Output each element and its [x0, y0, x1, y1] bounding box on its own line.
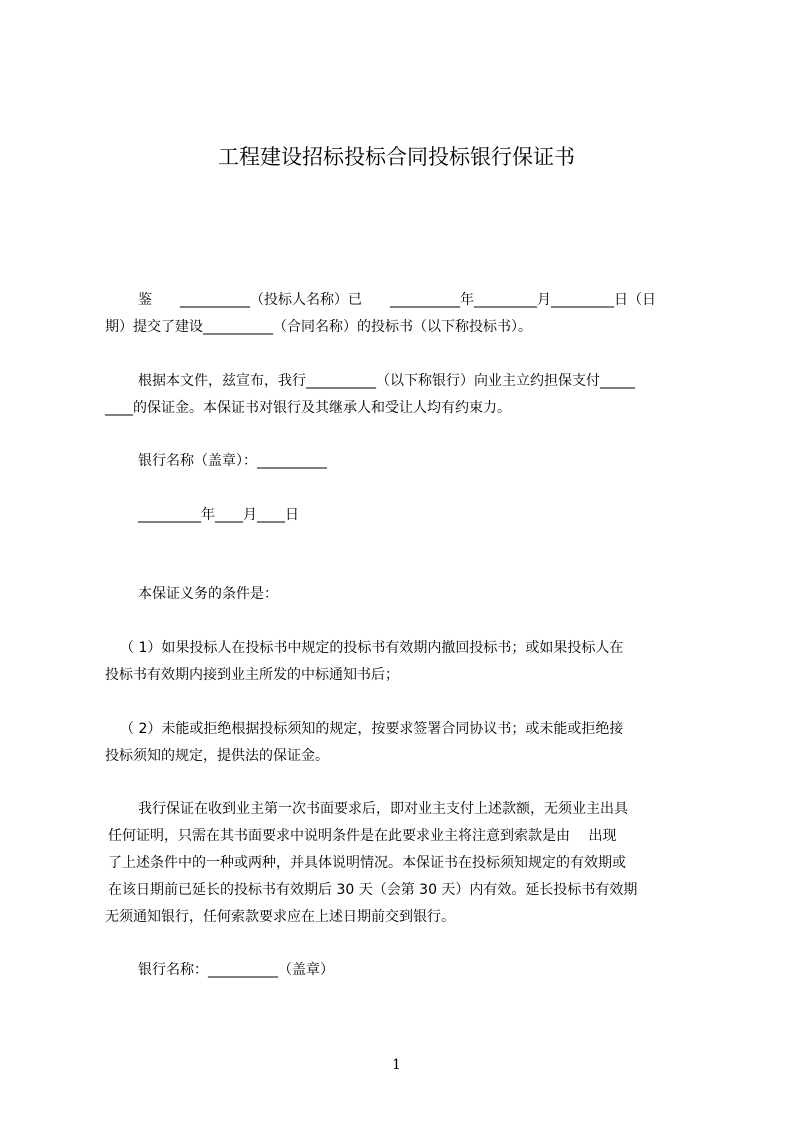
bank-seal-line: 银行名称（盖章）：__________: [138, 453, 327, 469]
conditions-intro: 本保证义务的条件是：: [138, 586, 278, 602]
guarantee-line4: 在该日期前已延长的投标书有效期后 30 天（会第 30 天）内有效。延长投标书有效期: [108, 882, 638, 898]
condition1-line1: （ 1）如果投标人在投标书中规定的投标书有效期内撤回投标书；或如果投标人在: [120, 640, 624, 656]
date-line: _________年____月____日: [138, 507, 299, 523]
para2-line1: 根据本文件，兹宣布，我行__________（以下称银行）向业主立约担保支付_____: [138, 373, 635, 389]
guarantee-line5: 无须通知银行，任何索款要求应在上述日期前交到银行。: [105, 909, 455, 925]
condition2-line1: （ 2）未能或拒绝根据投标须知的规定，按要求签署合同协议书；或未能或拒绝接: [120, 721, 624, 737]
guarantee-line3: 了上述条件中的一种或两种，并具体说明情况。本保证书在投标须知规定的有效期或: [108, 855, 626, 871]
document-title: 工程建设招标投标合同投标银行保证书: [218, 145, 575, 169]
condition2-line2: 投标须知的规定，提供法的保证金。: [105, 748, 329, 764]
para1-line2: 期）提交了建设__________（合同名称）的投标书（以下称投标书）。: [105, 319, 532, 335]
para2-line2: ____的保证金。本保证书对银行及其继承人和受让人均有约束力。: [105, 400, 511, 416]
page-number: 1: [392, 1057, 401, 1073]
guarantee-line2: 任何证明，只需在其书面要求中说明条件是在此要求业主将注意到索款是由 出现: [108, 828, 617, 844]
condition1-line2: 投标书有效期内接到业主所发的中标通知书后；: [105, 667, 399, 683]
bank-name-line: 银行名称：__________（盖章）: [138, 962, 334, 978]
guarantee-line1: 我行保证在收到业主第一次书面要求后，即对业主支付上述款额，无须业主出具: [138, 801, 628, 817]
para1-line1: 鉴 __________（投标人名称）已 __________年_________月_________日（日: [138, 292, 656, 308]
